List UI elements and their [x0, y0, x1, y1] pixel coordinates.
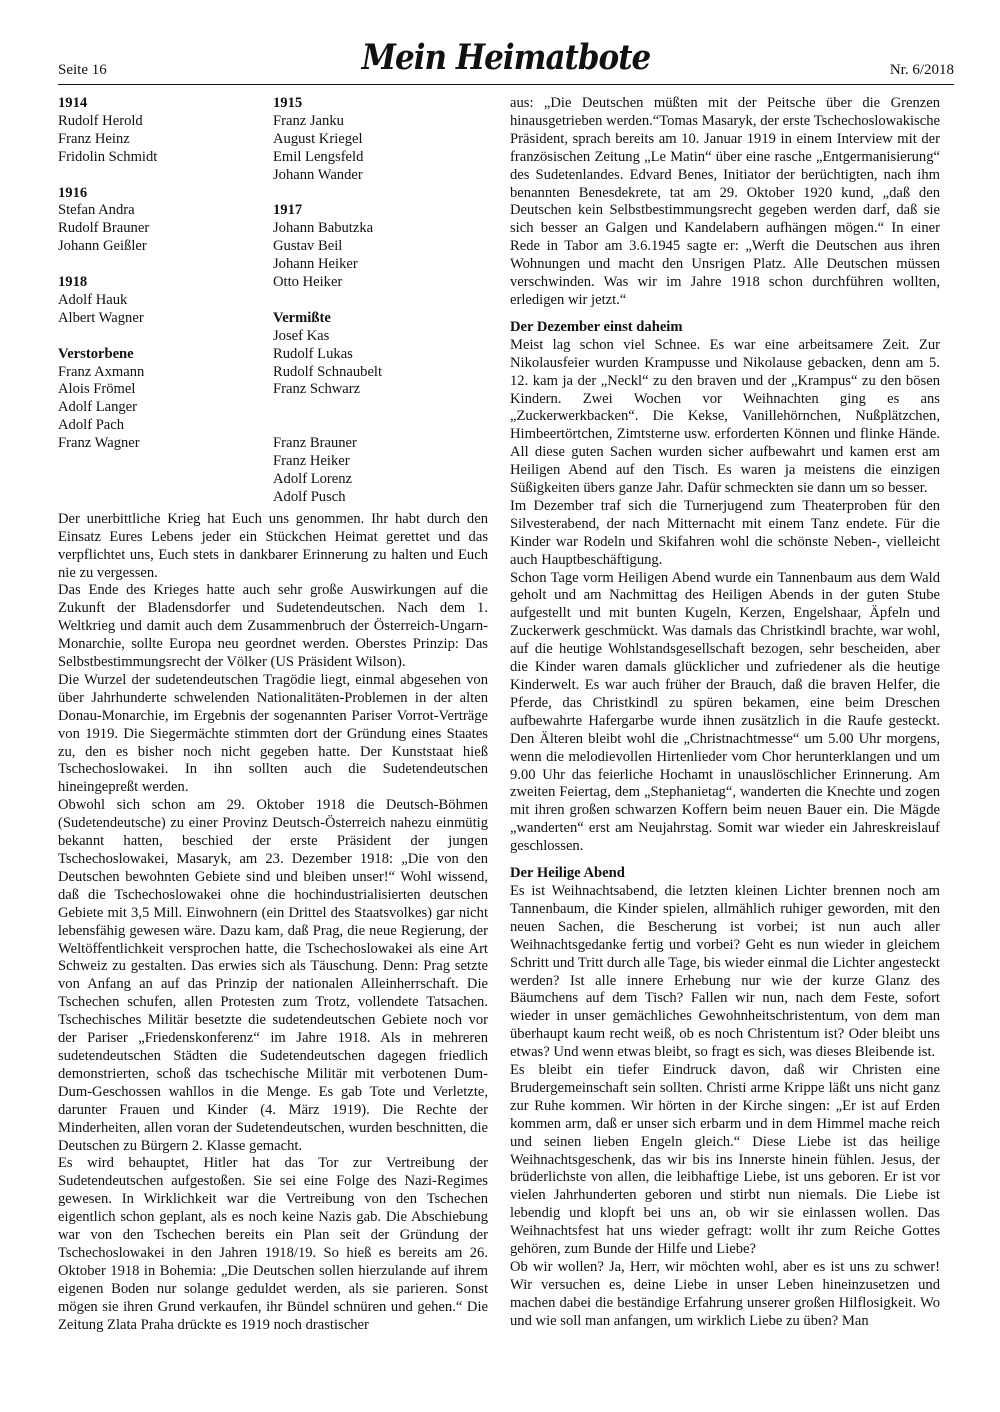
person-name: Rudolf Lukas [273, 345, 353, 362]
body-paragraph: Im Dezember traf sich die Turnerjugend zum Theaterproben für den Silvesterabend, der nach Mitternacht mit einem Tanz endete. Für die Kinder war Rodeln und Skifahren wohl die schönste Neben-, vielleicht auch Hauptbeschäftigung. [510, 497, 940, 568]
person-name: Franz Schwarz [273, 381, 361, 398]
person-name: Adolf Hauk [58, 291, 128, 308]
person-name: Rudolf Schnaubelt [273, 363, 383, 380]
name-group [273, 202, 488, 292]
right-intro-paragraph: aus: „Die Deutschen müßten mit der Peitsche über die Grenzen hinausgetrieben werden.“Tomas Masaryk, der erste Tschechoslowakische Präsident, sprach bereits am 10. Januar 1919 in einem Interview mit der französischen Zeitung „Le Matin“ über eine rasche „Entgermanisierung“ des Sudetenlandes. Edvard Benes, Initiator der berüchtigten, nach ihm benannten Benesdekrete, tat am 29. Oktober 1920 kund, „daß den Deutschen kein Selbstbestimmungsrecht gegeben werden darf, daß sie sich besser an Galgen und Kandelabern aufhängen mögen.“ In einer Rede in Tabor am 3.6.1945 sagte er: „Werft die Deutschen aus ihren Wohnungen und macht den Unsrigen Platz. Alle Deutschen müssen verschwinden. Was wir im Jahre 1918 schon durchführen wollten, erledigen wir jetzt.“ [510, 95, 940, 308]
group-heading: 1918 [58, 274, 88, 291]
body-paragraph: Es wird behauptet, Hitler hat das Tor zur Vertreibung der Sudetendeutschen aufgestoßen. Sie sei eine Folge des Nazi-Regimes gewesen. In Wirklichkeit war die Vertreibung von den Tschechen eigentlich schon geplant, als es noch keine Nazis gab. Die Abschiebung war von den Tschechen bereits ein Plan seit der Gründung der Tschechoslowakei in den Jahren 1918/19. So hieß es bereits am 26. Oktober 1918 in Bohemia: „Die Deutschen sollen hierzulande auf ihrem eigenen Boden nur solange geduldet werden, als sie parieren. Sonst mögen sie ihren Grund verkaufen, ihr Bündel schnüren und gehen.“ Die Zeitung Zlata Praha drückte es 1919 noch drastischer [58, 1155, 488, 1333]
person-name: Franz Heiker [273, 453, 350, 470]
name-group [58, 274, 273, 328]
person-name: Franz Axmann [58, 363, 145, 380]
person-name: Fridolin Schmidt [58, 148, 158, 165]
body-paragraph: Obwohl sich schon am 29. Oktober 1918 die Deutsch-Böhmen (Sudetendeutsche) zu einer Provinz Deutsch-Österreich nahezu einmütig bekannt hatten, beschied der erste Präsident der jungen Tschechoslowakei, Masaryk, am 23. Dezember 1918: „Die von den Deutschen bewohnten Gebiete sind und bleiben unser!“ Wohl wissend, daß die Tschechoslowakei ohne die hochindustrialisierten deutschen Gebiete mit 3,5 Mill. Einwohnern (ein Drittel des Staatsvolkes) gar nicht lebensfähig gewesen wäre. Dazu kam, daß Prag, die neue Regierung, der Weltöffentlichkeit versprochen hatte, die Tschechoslowakei als eine Art Schweiz zu gestalten. Das erwies sich als Täuschung. Denn: Prag setzte von Anfang an auf das Prinzip der nationalen Alleinherrschaft. Die Tschechen schufen, allen Protesten zum Trotz, vollendete Tatsachen. Tschechisches Militär besetzte die sudetendeutschen Gebiete noch vor der Pariser „Friedenskonferenz“ im Jahre 1918. Als in mehreren sudetendeutschen Städten die Sudetendeutschen dagegen friedlich demonstrierten, schoß das tschechische Militär mit verbotenen Dum-Dum-Geschossen wahllos in die Menge. Es gab Tote und Verletzte, darunter Frauen und Kinder (4. März 1919). Die Rechte der Minderheiten, allen voran der Sudetendeutschen, wurden beschnitten, die Deutschen zu Bürgern 2. Klasse gemacht. [58, 797, 488, 1154]
left-article-body [58, 511, 488, 1335]
group-heading: 1917 [273, 202, 303, 219]
section-title: Der Dezember einst daheim [510, 318, 683, 335]
group-heading: Verstorbene [58, 345, 134, 362]
page-number: Seite 16 [58, 62, 107, 78]
body-paragraph: Meist lag schon viel Schnee. Es war eine arbeitsamere Zeit. Zur Nikolausfeier wurden Krampusse und Nikolause gebacken, denn am 5. 12. kam ja der „Neckl“ zu den braven und der „Krampus“ zu den bösen Kindern. Zwei Wochen vor Weihnachten ging es ans „Zuckerwerkbacken“. Die Kekse, Vanillehörnchen, Nußplätzchen, Himbeertörtchen, Zimtsterne usw. erforderten Können und flinke Hände. All diese guten Sachen wurden sicher aufbewahrt und kamen erst am Heiligen Abend auf den Tisch. Es waren ja meistens die einzigen Süßigkeiten übers ganze Jahr. Dafür schmeckten sie dann um so besser. [510, 336, 940, 497]
body-paragraph: Schon Tage vorm Heiligen Abend wurde ein Tannenbaum aus dem Wald geholt und am Nachmittag des Heiligen Abends in der guten Stube aufgestellt und mit bunten Kugeln, Kerzen, Engelshaar, Äpfeln und Zuckerwerk geschmückt. Was damals das Christkindl brachte, war wohl, auf die heutige Wohlstandsgesellschaft bezogen, sehr bescheiden, aber die Kinder waren damals glücklicher und zufriedener als die heutige Kinderwelt. Es war auch früher der Brauch, daß die braven Helfer, die Pferde, das Christkindl zu spüren bekamen, eine beim Dreschen aufbewahrte Hafergarbe wurde ihnen zusätzlich in die Raufe gesteckt. Den Älteren bleibt wohl die „Christnachtmesse“ um 5.00 Uhr morgens, wenn die melodievollen Hirtenlieder vom Chor herunterklangen und um 9.00 Uhr das feierliche Hochamt in unauslöschlicher Erinnerung. Am zweiten Feiertag, dem „Stephanietag“, wanderten die Knechte und zogen mit ihren großen schwarzen Koffern beim neuen Bauer ein. Die Mägde „wanderten“ erst am Neujahrstag. Somit war wieder ein Jahreskreislauf geschlossen. [510, 569, 940, 855]
person-name: Josef Kas [273, 327, 330, 344]
person-name: Franz Wagner [58, 435, 140, 452]
person-name: Alois Frömel [58, 381, 136, 398]
name-group [58, 346, 273, 453]
person-name: Johann Geißler [58, 238, 147, 255]
name-group [58, 185, 273, 257]
person-name: Johann Wander [273, 166, 363, 183]
group-heading: 1914 [58, 95, 88, 111]
person-name: Adolf Pusch [273, 488, 346, 505]
names-list [58, 95, 488, 507]
person-name: Gustav Beil [273, 238, 343, 255]
name-group [273, 95, 488, 185]
person-name: August Kriegel [273, 130, 363, 147]
section-title: Der Heilige Abend [510, 865, 625, 882]
names-column-1 [58, 95, 273, 507]
person-name: Rudolf Brauner [58, 220, 150, 237]
group-heading: Vermißte [273, 309, 331, 326]
body-paragraph: Das Ende des Krieges hatte auch sehr große Auswirkungen auf die Zukunft der Bladensdorfer und Sudetendeutschen. Nach dem 1. Weltkrieg und damit auch dem Zusammenbruch der Österreich-Ungarn-Monarchie, sollte Europa neu geordnet werden. Oberstes Prinzip: Das Selbstbestimmungsrecht der Völker (US Präsident Wilson). [58, 582, 488, 671]
person-name: Stefan Andra [58, 202, 135, 219]
person-name: Emil Lengsfeld [273, 148, 364, 165]
person-name: Otto Heiker [273, 274, 343, 291]
name-group [273, 417, 488, 507]
body-paragraph: Ob wir wollen? Ja, Herr, wir möchten wohl, aber es ist uns zu schwer! Wir versuchen es, deine Liebe in unser Leben hineinzusetzen und machen dabei die beständige Erfahrung unserer großen Hilflosigkeit. Wo und wie soll man anfangen, um wirklich Liebe zu üben? Man [510, 1259, 940, 1329]
body-paragraph: Es ist Weihnachtsabend, die letzten kleinen Lichter brennen noch am Tannenbaum, die Kinder spielen, allmählich ruhiger geworden, mit den neuen Sachen, die Bescherung ist vorbei; ist nun auch aller Weihnachtsgedanke fertig und vorbei? Geht es nun wieder in gleichem Schritt und Tritt durch alle Tage, bis wieder einmal die Lichter angesteckt werden? Ist alle innere Erhebung nur wie der kurze Glanz des Bäumchens auf dem Tisch? Fallen wir nun, nach dem Feste, sofort wieder in unser gemächliches Gewohnheitschristentum, von dem man überhaupt kaum recht weiß, ob es noch Christentum ist? Oder bleibt uns etwas? Und wenn etwas bleibt, so fragt es sich, was dieses Bleibende ist. [510, 882, 940, 1061]
name-group [58, 95, 273, 167]
group-spacer [273, 417, 488, 435]
names-column-2 [273, 95, 488, 507]
page-header [58, 38, 954, 82]
person-name: Johann Heiker [273, 256, 358, 273]
person-name: Adolf Pach [58, 417, 125, 434]
group-heading: 1915 [273, 95, 303, 111]
person-name: Albert Wagner [58, 309, 144, 326]
right-sections [510, 319, 940, 1331]
body-paragraph: Die Wurzel der sudetendeutschen Tragödie liegt, einmal abgesehen von über Jahrhunderte schwelenden Nationalitäten-Problemen in der alten Donau-Monarchie, im Ergebnis der sogenannten Pariser Vorrot-Verträge von 1919. Die Siegermächte stimmten dort der Gründung eines Staates zu, den es bisher noch nicht gegeben hatte. Der Kunststaat hieß Tschechoslowakei. In ihn sollten auch die Sudetendeutschen hineingepreßt werden. [58, 671, 488, 796]
person-name: Adolf Langer [58, 399, 138, 416]
name-group [273, 310, 488, 400]
body-paragraph: Der unerbittliche Krieg hat Euch uns genommen. Ihr habt durch den Einsatz Eures Lebens jeder ein Stückchen Heimat gerettet und das verpflichtet uns, Euch stets in dankbarer Erinnerung zu halten und Euch nie zu vergessen. [58, 510, 488, 581]
issue-number: Nr. 6/2018 [889, 62, 954, 78]
right-column [510, 95, 940, 1331]
body-paragraph: Es bleibt ein tiefer Eindruck davon, daß wir Christen eine Brudergemeinschaft sein sollten. Christi arme Krippe läßt uns nicht ganz zur Ruhe kommen. Wir hörten in der Kirche singen: „Er ist auf Erden kommen arm, daß er unser sich erbarm und in dem Himmel mache reich und seinen lieben Engeln gleich.“ Diese Liebe ist das heilige Weihnachtsgeschenk, das wir bis ins Innerste hinein fühlen. Jesus, der brüderlichste von allen, die leibhaftige Liebe, ist uns geboren. Er ist vor vielen Jahrhunderten geboren und stirbt nun niemals. Die Liebe ist lebendig und klopft bei uns an, ob wir sie einlassen wollen. Das Weihnachtsfest hat uns wieder gefragt: wollt ihr zum Reiche Gottes gehören, zum Bunde der Hilfe und Liebe? [510, 1062, 940, 1258]
header-rule [58, 84, 954, 85]
person-name: Johann Babutzka [273, 220, 374, 237]
person-name: Franz Heinz [58, 130, 130, 147]
masthead-logo: Mein Heimatbote [361, 37, 651, 79]
person-name: Adolf Lorenz [273, 470, 353, 487]
person-name: Franz Janku [273, 112, 344, 129]
left-column [58, 95, 488, 1334]
group-heading: 1916 [58, 184, 88, 201]
person-name: Rudolf Herold [58, 112, 143, 129]
person-name: Franz Brauner [273, 435, 357, 452]
